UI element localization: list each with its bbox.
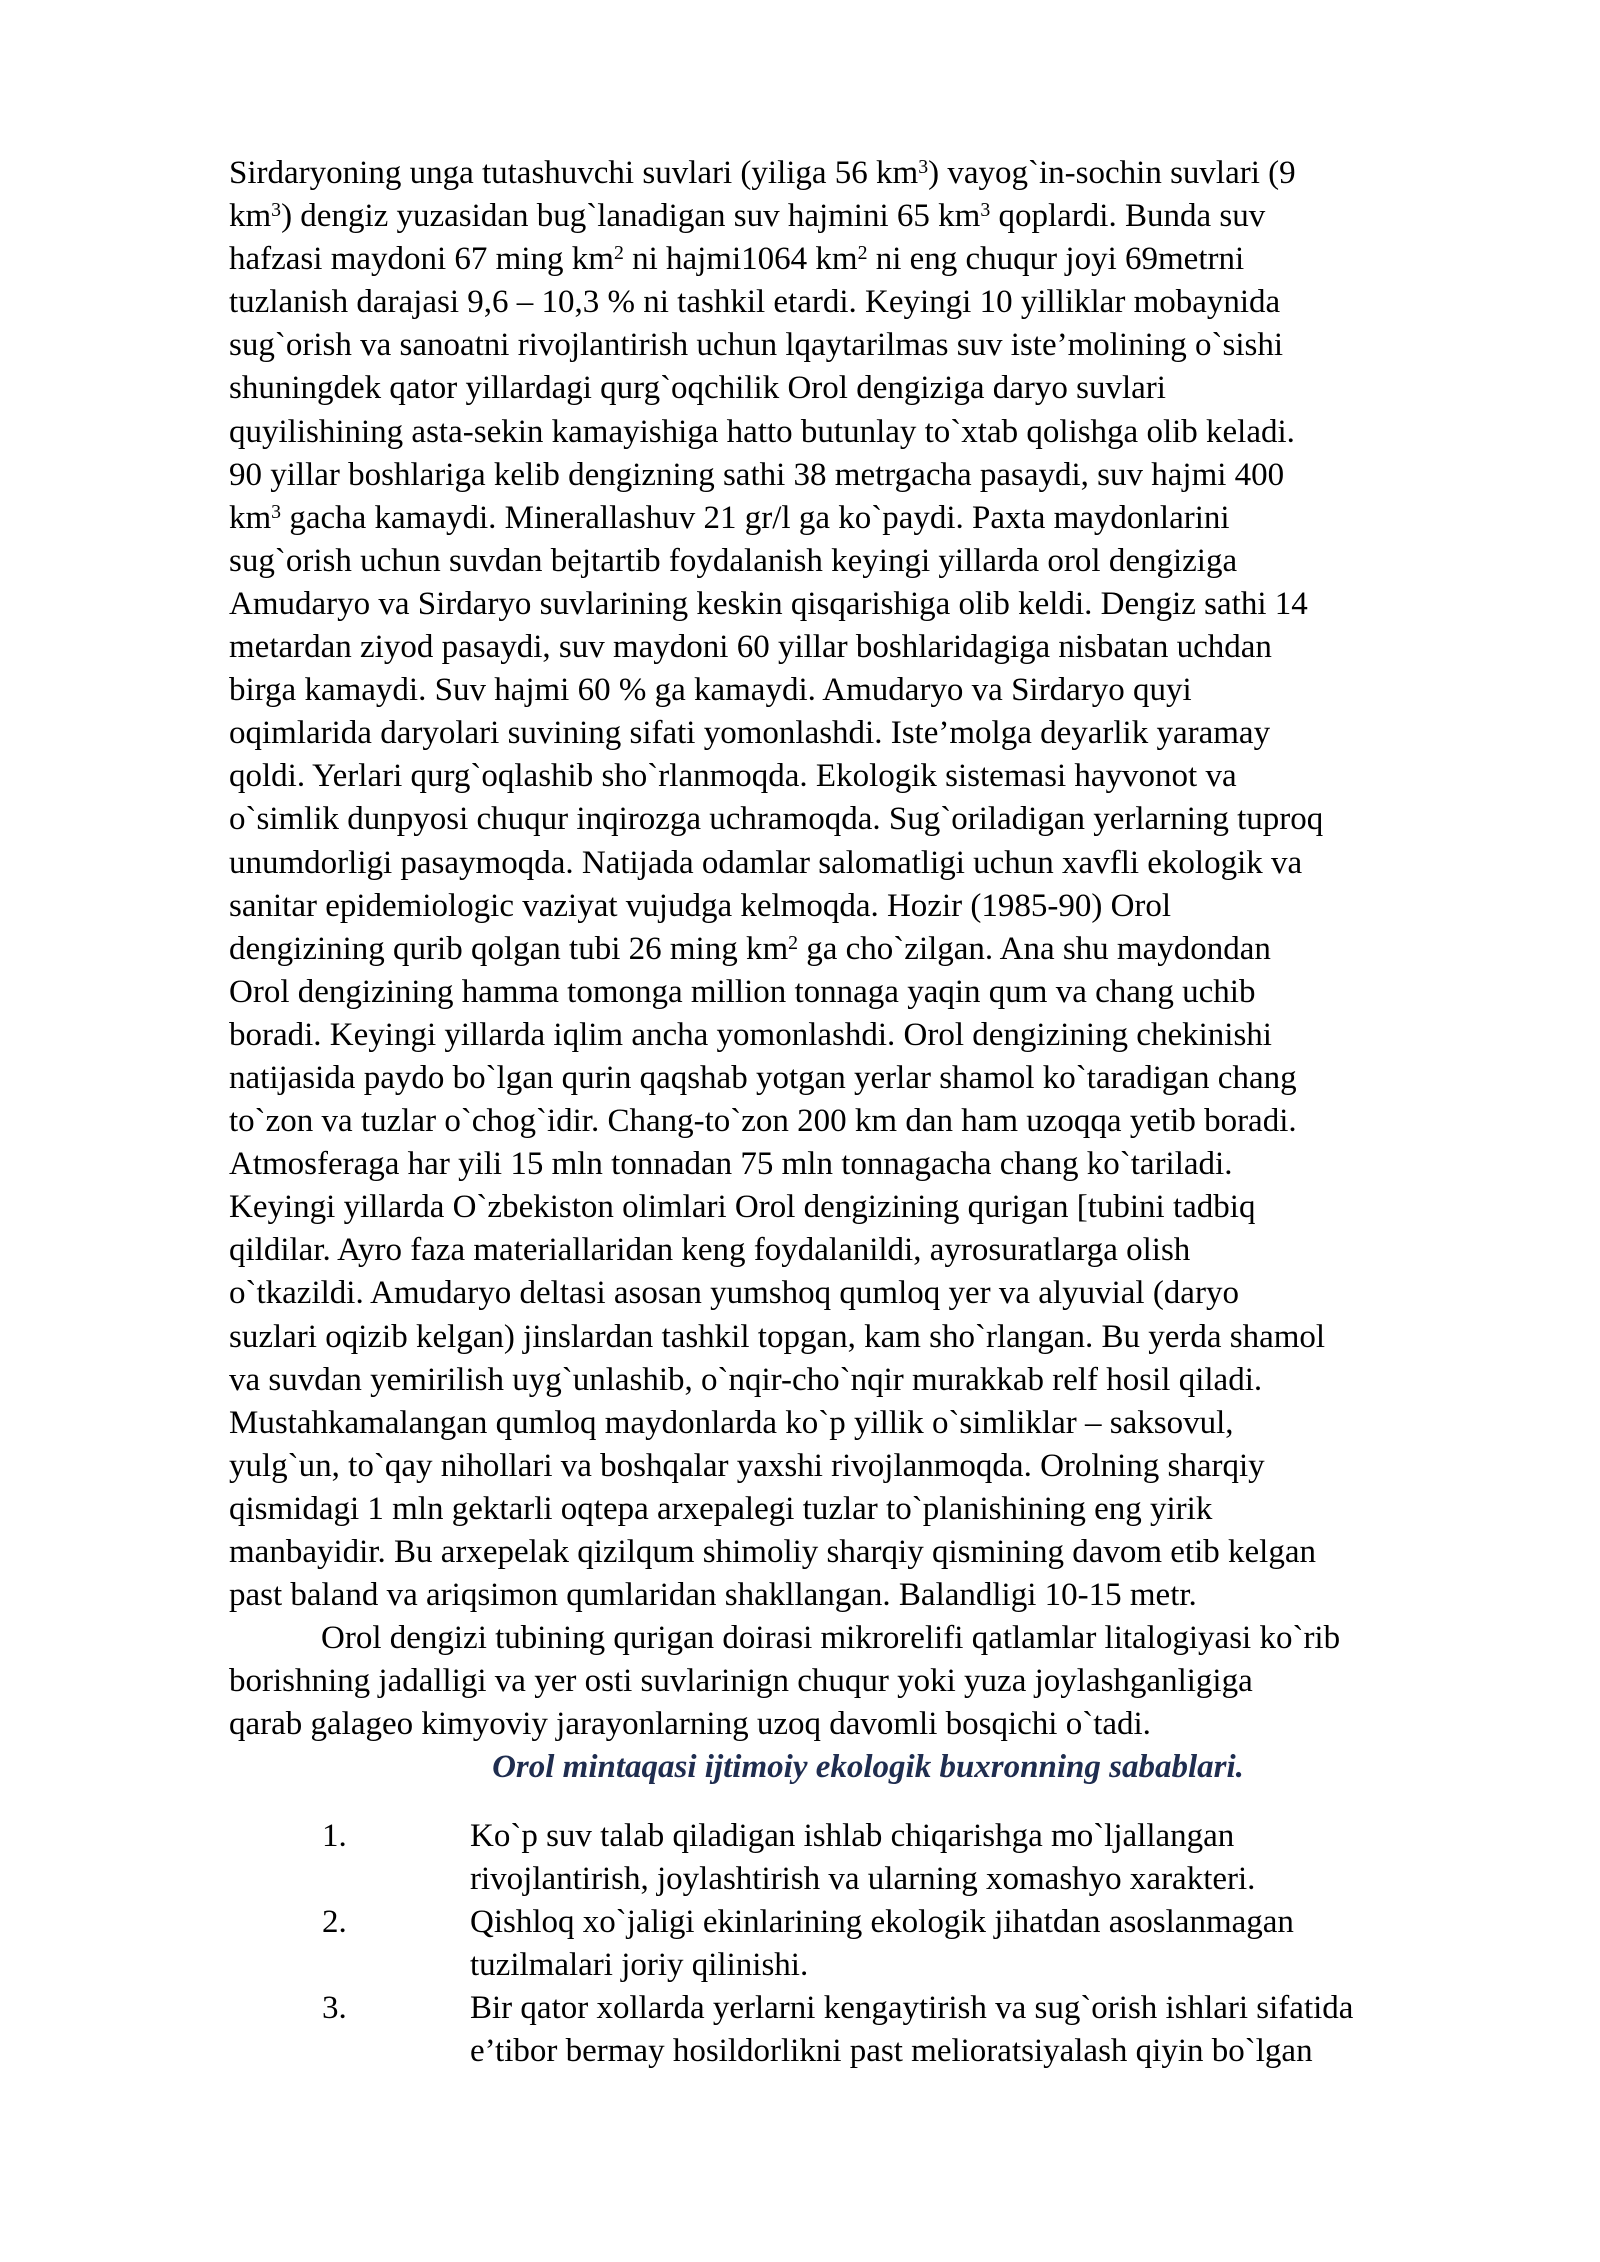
text-line: unumdorligi pasaymoqda. Natijada odamlar salomatligi uchun xavfli ekologik va (229, 844, 1303, 881)
text-line: qoldi. Yerlari qurg`oqlashib sho`rlanmoqda. Ekologik sistemasi hayvonot va (229, 758, 1237, 795)
body-text (229, 152, 1487, 1790)
text-line: suzlari oqizib kelgan) jinslardan tashkil topgan, kam sho`rlangan. Bu yerda shamol (229, 1318, 1326, 1355)
text-line: sanitar epidemiologic vaziyat vujudga kelmoqda. Hozir (1985-90) Orol (229, 887, 1172, 924)
superscript: 2 (788, 931, 799, 954)
superscript: 2 (857, 242, 868, 265)
text-line: Keyingi yillarda O`zbekiston olimlari Orol dengizining qurigan [tubini tadbiq (229, 1189, 1256, 1226)
text-line: Mustahkamalangan qumloq maydonlarda ko`p yillik o`simliklar – saksovul, (229, 1404, 1234, 1441)
text-line: shuningdek qator yillardagi qurg`oqchilik Orol dengiziga daryo suvlari (229, 370, 1166, 407)
numbered-list (229, 1815, 1487, 2074)
paragraph-main (229, 152, 1487, 1617)
text-line: oqimlarida daryolari suvining sifati yomonlashdi. Iste’molga deyarlik yaramay (229, 715, 1271, 752)
section-heading: Orol mintaqasi ijtimoiy ekologik buxronning sabablari. (492, 1749, 1244, 1786)
text-line: dengizining qurib qolgan tubi 26 ming $km^2$ ga cho`zilgan. Ana shu maydondan (229, 930, 1271, 967)
list-item-text (470, 1815, 1487, 1901)
list-number: 3. (322, 1990, 347, 2027)
text-line: 90 yillar boshlariga kelib dengizning sathi 38 metrgacha pasaydi, suv hajmi 400 (229, 456, 1285, 493)
text-line: tuzlanish darajasi 9,6 – 10,3 % ni tashkil etardi. Keyingi 10 yilliklar mobaynida (229, 284, 1281, 321)
text-line: Orol dengizining hamma tomonga million tonnaga yaqin qum va chang uchib (229, 973, 1256, 1010)
text-line: tuzilmalari joriy qilinishi. (470, 1947, 809, 1984)
text-line: o`simlik dunpyosi chuqur inqirozga uchramoqda. Sug`oriladigan yerlarning tuproq (229, 801, 1324, 838)
text-line: qildilar. Ayro faza materiallaridan keng foydalanildi, ayrosuratlarga olish (229, 1232, 1191, 1269)
list-item (229, 1901, 1487, 1987)
text-line: Ko`p suv talab qiladigan ishlab chiqarishga mo`ljallangan (470, 1818, 1235, 1854)
text-line: boradi. Keyingi yillarda iqlim ancha yomonlashdi. Orol dengizining chekinishi (229, 1016, 1272, 1053)
superscript: 2 (613, 242, 624, 265)
text-line: sug`orish uchun suvdan bejtartib foydalanish keyingi yillarda orol dengiziga (229, 542, 1238, 579)
list-item (229, 1987, 1487, 2073)
superscript: 3 (918, 156, 929, 179)
text-line: Atmosferaga har yili 15 mln tonnadan 75 mln tonnagacha chang ko`tariladi. (229, 1146, 1233, 1183)
text-line: quyilishining asta-sekin kamayishiga hatto butunlay to`xtab qolishga olib keladi. (229, 413, 1295, 450)
superscript: 3 (980, 199, 991, 222)
list-number: 1. (322, 1818, 347, 1854)
text-line: e’tibor bermay hosildorlikni past melioratsiyalash qiyin bo`lgan (470, 2033, 1313, 2070)
text-line: Sirdaryoning unga tutashuvchi suvlari (yiliga 56 $km^3$) vayog`in-sochin suvlari (9 (229, 155, 1296, 191)
text-line: hafzasi maydoni 67 ming $km^2$ ni hajmi1064 $km^2$ ni eng chuqur joyi 69metrni (229, 241, 1245, 278)
text-line: Qishloq xo`jaligi ekinlarining ekologik jihatdan asoslanmagan (470, 1904, 1294, 1941)
paragraph-second (229, 1617, 1487, 1746)
list-item-text (470, 1987, 1487, 2073)
text-line: sug`orish va sanoatni rivojlantirish uchun lqaytarilmas suv iste’molining o`sishi (229, 327, 1284, 364)
text-line: Orol dengizi tubining qurigan doirasi mikrorelifi qatlamlar litalogiyasi ko`rib (321, 1620, 1341, 1657)
text-line: natijasida paydo bo`lgan qurin qaqshab yotgan yerlar shamol ko`taradigan chang (229, 1059, 1297, 1096)
text-line: borishning jadalligi va yer osti suvlarinign chuqur yoki yuza joylashganligiga (229, 1663, 1253, 1700)
text-line: $km^3$) dengiz yuzasidan bug`lanadigan suv hajmini 65 $km^3$ qoplardi. Bunda suv (229, 198, 1266, 235)
list-item-text (470, 1901, 1487, 1987)
text-line: $km^3$ gacha kamaydi. Minerallashuv 21 gr/l ga ko`paydi. Paxta maydonlarini (229, 499, 1230, 536)
list-number: 2. (322, 1904, 347, 1941)
text-line: o`tkazildi. Amudaryo deltasi asosan yumshoq qumloq yer va alyuvial (daryo (229, 1275, 1239, 1312)
list-item (229, 1815, 1487, 1901)
superscript: 3 (271, 199, 282, 222)
text-line: qarab galageo kimyoviy jarayonlarning uzoq davomli bosqichi o`tadi. (229, 1706, 1151, 1743)
text-line: Bir qator xollarda yerlarni kengaytirish va sug`orish ishlari sifatida (470, 1990, 1354, 2027)
text-line: rivojlantirish, joylashtirish va ularning xomashyo xarakteri. (470, 1861, 1256, 1898)
text-line: va suvdan yemirilish uyg`unlashib, o`nqir-cho`nqir murakkab relf hosil qiladi. (229, 1361, 1263, 1398)
text-line: metardan ziyod pasaydi, suv maydoni 60 yillar boshlaridagiga nisbatan uchdan (229, 629, 1272, 666)
text-line: Amudaryo va Sirdaryo suvlarining keskin qisqarishiga olib keldi. Dengiz sathi 14 (229, 585, 1308, 622)
text-line: qismidagi 1 mln gektarli oqtepa arxepalegi tuzlar to`planishining eng yirik (229, 1490, 1213, 1527)
text-line: yulg`un, to`qay nihollari va boshqalar yaxshi rivojlanmoqda. Orolning sharqiy (229, 1447, 1265, 1484)
superscript: 3 (271, 500, 282, 523)
text-line: manbayidir. Bu arxepelak qizilqum shimoliy sharqiy qismining davom etib kelgan (229, 1534, 1316, 1570)
text-line: birga kamaydi. Suv hajmi 60 % ga kamaydi. Amudaryo va Sirdaryo quyi (229, 672, 1192, 709)
text-line: past baland va ariqsimon qumlaridan shakllangan. Balandligi 10-15 metr. (229, 1577, 1197, 1614)
text-line: to`zon va tuzlar o`chog`idir. Chang-to`zon 200 km dan ham uzoqqa yetib boradi. (229, 1103, 1297, 1140)
